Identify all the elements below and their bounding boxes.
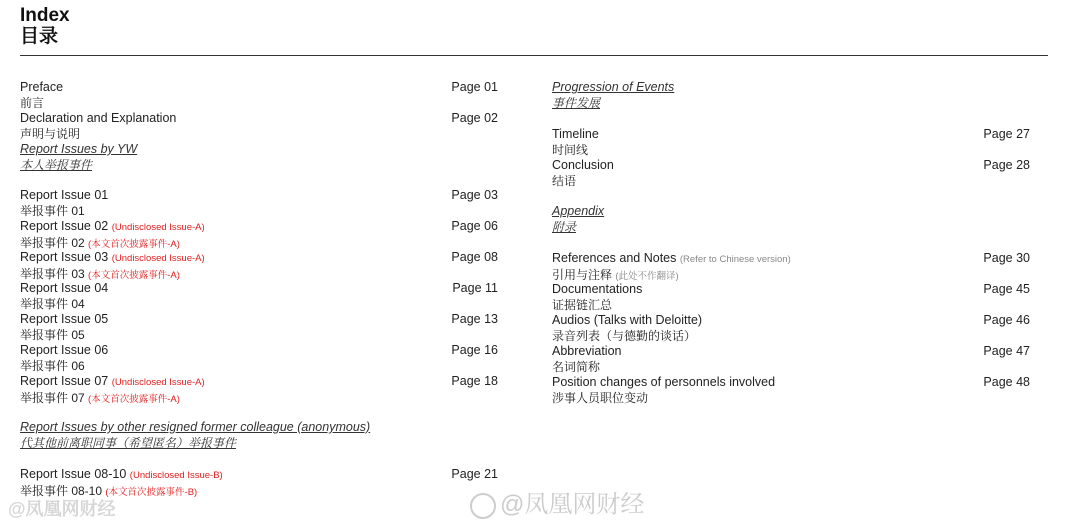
entry-en: Conclusion: [552, 158, 614, 172]
section-en: Report Issues by YW: [20, 142, 138, 156]
entry-zh: 举报事件 07: [20, 391, 85, 405]
entry-page: Page 27: [983, 127, 1030, 141]
page-title: [20, 5, 70, 47]
entry-en: Report Issue 06: [20, 343, 109, 357]
entry-page: Page 01: [451, 80, 498, 94]
entry-page: Page 48: [983, 375, 1030, 389]
entry-en: Report Issue 07: [20, 374, 109, 388]
entry-en: Declaration and Explanation: [20, 111, 177, 125]
refer-note-zh: (此处不作翻译): [615, 271, 679, 282]
undisclosed-note-zh: (本文首次披露事件-A): [88, 239, 180, 250]
section-heading-yw: [20, 142, 500, 188]
watermark-left: @凤凰网财经: [8, 499, 116, 519]
toc-entry-abbreviation[interactable]: [552, 344, 1032, 375]
toc-entry-report-03[interactable]: [20, 250, 500, 281]
section-heading-other: [20, 420, 500, 467]
entry-en: Position changes of personnels involved: [552, 375, 776, 389]
entry-page: Page 02: [451, 111, 498, 125]
toc-entry-conclusion[interactable]: [552, 158, 1032, 204]
entry-zh: 举报事件 04: [20, 297, 85, 311]
section-en: Progression of Events: [552, 80, 675, 94]
title-divider: [20, 55, 1048, 56]
toc-entry-timeline[interactable]: [552, 127, 1032, 158]
entry-page: Page 06: [451, 219, 498, 233]
entry-zh: 举报事件 08-10: [20, 484, 103, 498]
toc-entry-preface[interactable]: [20, 80, 500, 111]
entry-en: Report Issue 02: [20, 219, 109, 233]
entry-zh: 引用与注释: [552, 268, 613, 282]
toc-entry-report-01[interactable]: [20, 188, 500, 219]
entry-zh: 举报事件 05: [20, 328, 85, 342]
entry-page: Page 45: [983, 282, 1030, 296]
entry-zh: 结语: [552, 174, 577, 188]
section-heading-appendix: [552, 204, 1032, 251]
toc-entry-position-changes[interactable]: [552, 375, 1032, 406]
entry-zh: 证据链汇总: [552, 298, 613, 312]
section-heading-events: [552, 80, 1032, 127]
toc-entry-references[interactable]: [552, 251, 1032, 282]
entry-page: Page 46: [983, 313, 1030, 327]
undisclosed-note-zh: (本文首次披露事件-A): [88, 394, 180, 405]
toc-entry-report-07[interactable]: [20, 374, 500, 420]
toc-entry-documentations[interactable]: [552, 282, 1032, 313]
entry-zh: 录音列表（与德勤的谈话）: [552, 329, 697, 343]
toc-entry-report-05[interactable]: [20, 312, 500, 343]
entry-page: Page 28: [983, 158, 1030, 172]
entry-page: Page 30: [983, 251, 1030, 265]
section-zh: 本人举报事件: [20, 158, 93, 172]
toc-entry-report-06[interactable]: [20, 343, 500, 374]
refer-note: (Refer to Chinese version): [679, 254, 791, 265]
title-en: Index: [20, 5, 70, 26]
section-en: Report Issues by other resigned former colleague (anonymous): [20, 420, 371, 434]
watermark-center: [470, 484, 644, 519]
entry-en: Report Issue 03: [20, 250, 109, 264]
toc-entry-report-08-10[interactable]: [20, 467, 500, 498]
toc-entry-declaration[interactable]: [20, 111, 500, 142]
entry-zh: 时间线: [552, 143, 589, 157]
entry-en: Audios (Talks with Deloitte): [552, 313, 703, 327]
section-zh: 附录: [552, 220, 577, 234]
entry-en: Report Issue 04: [20, 281, 109, 295]
undisclosed-note: (Undisclosed Issue-A): [111, 253, 205, 264]
title-zh: 目录: [20, 26, 59, 47]
entry-page: Page 08: [451, 250, 498, 264]
undisclosed-note: (Undisclosed Issue-A): [111, 377, 205, 388]
entry-en: Timeline: [552, 127, 599, 141]
section-en: Appendix: [552, 204, 605, 218]
entry-zh: 声明与说明: [20, 127, 81, 141]
entry-en: Preface: [20, 80, 64, 94]
entry-page: Page 18: [451, 374, 498, 388]
entry-page: Page 21: [451, 467, 498, 481]
entry-page: Page 13: [451, 312, 498, 326]
entry-zh: 举报事件 02: [20, 236, 85, 250]
entry-zh: 涉事人员职位变动: [552, 391, 649, 405]
entry-en: Report Issue 05: [20, 312, 109, 326]
entry-page: Page 11: [452, 281, 498, 295]
entry-page: Page 16: [451, 343, 498, 357]
entry-page: Page 47: [983, 344, 1030, 358]
entry-page: Page 03: [451, 188, 498, 202]
toc-entry-report-04[interactable]: [20, 281, 500, 312]
undisclosed-note: (Undisclosed Issue-B): [129, 470, 223, 481]
entry-en: References and Notes: [552, 251, 677, 265]
entry-zh: 举报事件 06: [20, 359, 85, 373]
section-zh: 事件发展: [552, 96, 601, 110]
entry-zh: 举报事件 01: [20, 204, 85, 218]
section-zh: 代其他前离职同事（希望匿名）举报事件: [20, 436, 237, 450]
entry-en: Abbreviation: [552, 344, 622, 358]
entry-en: Documentations: [552, 282, 643, 296]
toc-right-column: [552, 80, 1032, 406]
undisclosed-note: (Undisclosed Issue-A): [111, 222, 205, 233]
undisclosed-note-zh: (本文首次披露事件-B): [105, 487, 198, 498]
toc-entry-audios[interactable]: [552, 313, 1032, 344]
entry-zh: 名词简称: [552, 360, 601, 374]
weibo-eye-icon: [470, 493, 496, 519]
undisclosed-note-zh: (本文首次披露事件-A): [88, 270, 180, 281]
entry-zh: 举报事件 03: [20, 267, 85, 281]
entry-zh: 前言: [20, 96, 45, 110]
watermark-text: @凤凰网财经: [500, 491, 645, 518]
toc-entry-report-02[interactable]: [20, 219, 500, 250]
entry-en: Report Issue 08-10: [20, 467, 127, 481]
toc-left-column: [20, 80, 500, 498]
entry-en: Report Issue 01: [20, 188, 109, 202]
